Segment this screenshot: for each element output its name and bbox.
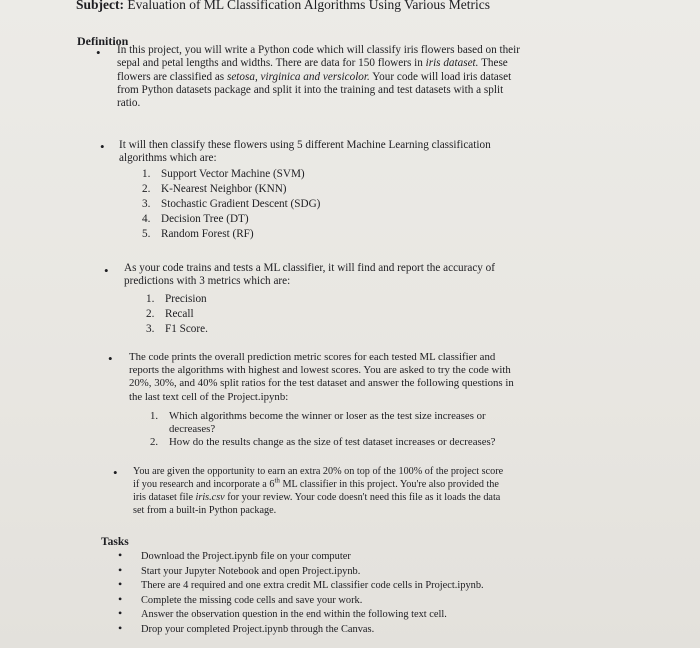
question-1-cont: decreases? xyxy=(169,423,216,436)
task-item: • Answer the observation question in the end within the following text cell. xyxy=(118,606,447,621)
algorithm-item: 3. Stochastic Gradient Descent (SDG) xyxy=(142,198,321,210)
algorithm-item: 4. Decision Tree (DT) xyxy=(142,213,249,225)
definition-paragraph-1 xyxy=(117,44,597,110)
bullet-icon: • xyxy=(96,45,101,60)
definition-paragraph-2 xyxy=(119,139,599,166)
text-line: The code prints the overall prediction metric scores for each tested ML classifier and xyxy=(129,351,496,363)
text-line: set from a built-in Python package. xyxy=(133,505,277,516)
task-item: • Download the Project.ipynb file on your computer xyxy=(118,548,351,562)
text-line: flowers are classified as setosa, virginica and versicolor. Your code will load iris dataset xyxy=(117,70,512,83)
text-line: ratio. xyxy=(117,97,141,110)
bullet-icon: • xyxy=(104,263,109,278)
text-line: the last text cell of the Project.ipynb: xyxy=(129,390,289,403)
bullet-icon: • xyxy=(113,465,118,480)
text-line: reports the algorithms with highest and lowest scores. You are asked to try the code with xyxy=(129,364,511,377)
definition-paragraph-4 xyxy=(129,351,599,404)
text-line: if you research and incorporate a 6th ML classifier in this project. You're also provided the xyxy=(133,476,499,490)
question-1: 1. Which algorithms become the winner or loser as the test size increases or xyxy=(150,410,486,422)
bullet-icon: • xyxy=(118,577,123,592)
text-line: In this project, you will write a Python code which will classify iris flowers based on their xyxy=(117,44,520,56)
definition-paragraph-3 xyxy=(124,262,594,289)
task-list xyxy=(118,549,484,637)
subject-label: Subject: xyxy=(76,0,124,12)
metric-item: 1. Precision xyxy=(146,293,207,305)
bullet-icon: • xyxy=(118,620,123,635)
algorithm-list xyxy=(142,167,320,242)
algorithm-item: 2. K-Nearest Neighbor (KNN) xyxy=(142,183,287,195)
subject-text: Evaluation of ML Classification Algorithms Using Various Metrics xyxy=(127,0,490,12)
definition-heading: Definition xyxy=(77,34,129,48)
tasks-heading: Tasks xyxy=(101,536,129,548)
text-line: from Python datasets package and split it into the training and test datasets with a split xyxy=(117,83,504,96)
task-item: • Complete the missing code cells and save your work. xyxy=(118,591,363,606)
text-line: You are given the opportunity to earn an extra 20% on top of the 100% of the project score xyxy=(133,466,504,477)
question-2: 2. How do the results change as the size of test dataset increases or decreases? xyxy=(150,436,496,449)
definition-paragraph-5 xyxy=(133,465,593,517)
metric-item: 3. F1 Score. xyxy=(146,323,208,335)
bullet-icon: • xyxy=(118,548,123,562)
task-item: • There are 4 required and one extra credit ML classifier code cells in Project.ipynb. xyxy=(118,577,484,592)
text-line: 20%, 30%, and 40% split ratios for the test dataset and answer the following questions in xyxy=(129,377,514,390)
text-line: It will then classify these flowers using 5 different Machine Learning classification xyxy=(119,139,491,151)
task-item: • Drop your completed Project.ipynb through the Canvas. xyxy=(118,620,375,635)
bullet-icon: • xyxy=(108,351,113,366)
text-line: sepal and petal lengths and widths. There are data for 150 flowers in iris dataset. These xyxy=(117,57,508,70)
algorithm-item: 1. Support Vector Machine (SVM) xyxy=(142,168,305,180)
task-item: • Start your Jupyter Notebook and open Project.ipynb. xyxy=(118,562,361,577)
metric-list xyxy=(146,292,208,337)
question-list xyxy=(150,410,590,450)
text-line: As your code trains and tests a ML classifier, it will find and report the accuracy of xyxy=(124,262,496,274)
bullet-icon: • xyxy=(100,139,105,154)
algorithm-item: 5. Random Forest (RF) xyxy=(142,228,254,240)
metric-item: 2. Recall xyxy=(146,308,194,320)
text-line: algorithms which are: xyxy=(119,152,217,165)
bullet-icon: • xyxy=(118,562,123,577)
bullet-icon: • xyxy=(118,591,123,606)
text-line: iris dataset file iris.csv for your review. Your code doesn't need this file as it loads the data xyxy=(133,492,501,503)
bullet-icon: • xyxy=(118,606,123,621)
text-line: predictions with 3 metrics which are: xyxy=(124,275,291,288)
subject-line xyxy=(76,0,490,13)
